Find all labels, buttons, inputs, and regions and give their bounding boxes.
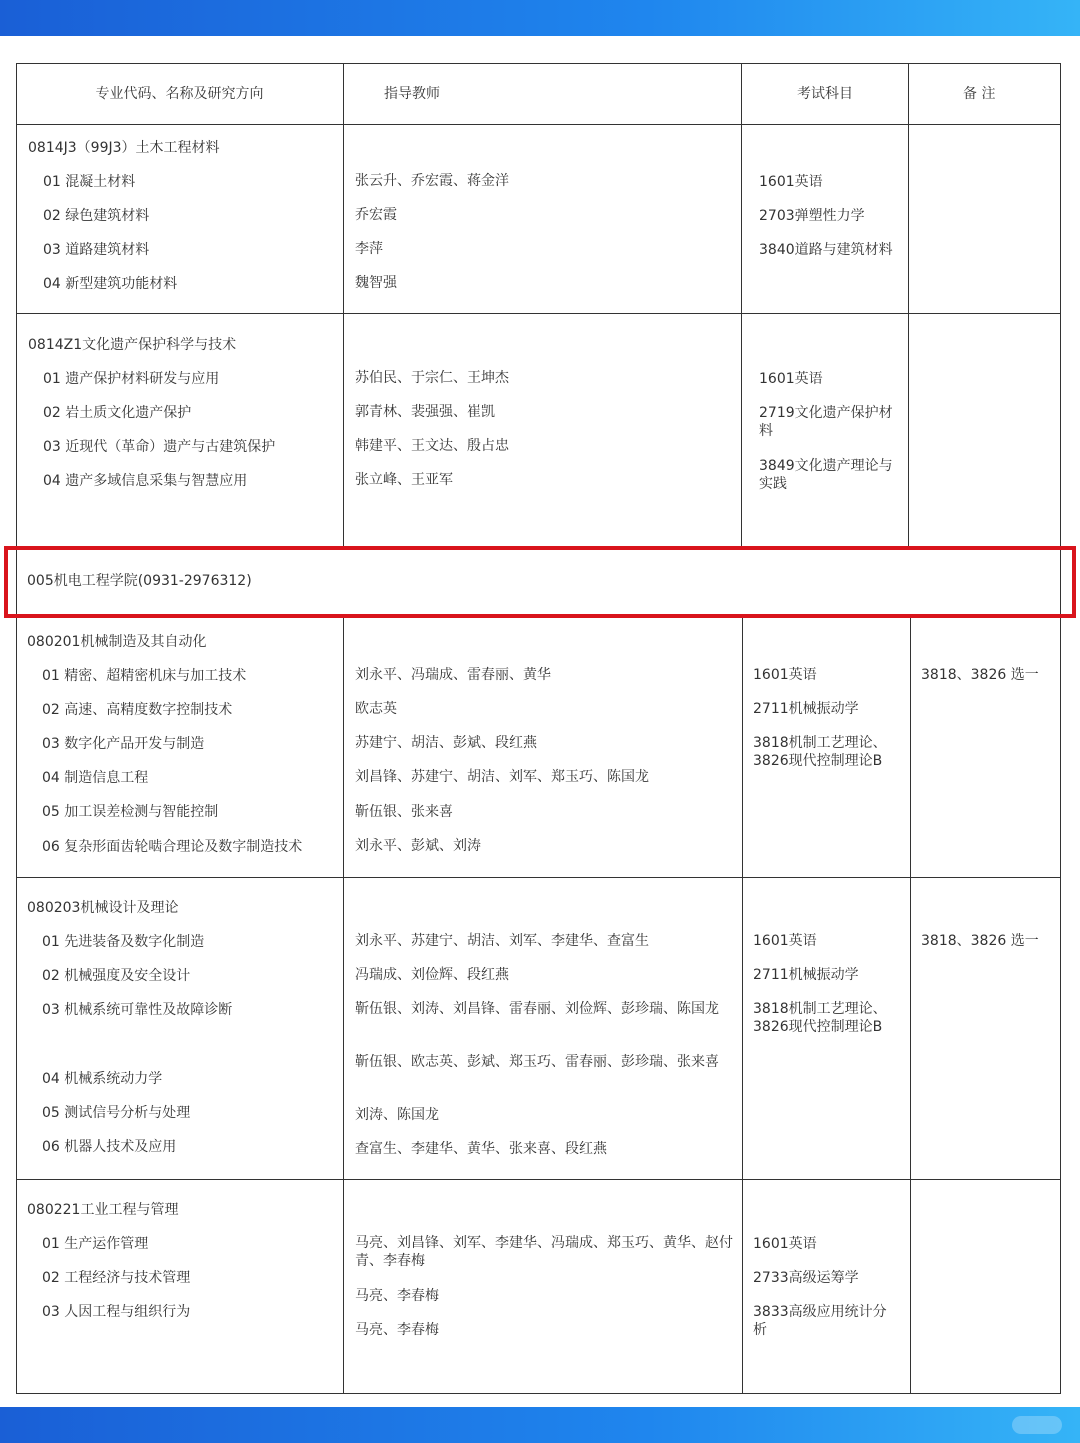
teacher-item: 靳伍银、刘涛、刘昌锋、雷春丽、刘俭辉、彭珍瑞、陈国龙 xyxy=(355,1001,719,1017)
section-title: 080201机械制造及其自动化 xyxy=(27,634,207,650)
top-banner xyxy=(0,0,1080,36)
teacher-item: 刘永平、冯瑞成、雷春丽、黄华 xyxy=(355,667,551,683)
direction-item: 04 制造信息工程 xyxy=(42,770,149,786)
exam-item: 2711机械振动学 xyxy=(753,967,859,983)
direction-item: 04 机械系统动力学 xyxy=(42,1071,163,1087)
table-border-top xyxy=(16,63,1061,64)
direction-item: 01 先进装备及数字化制造 xyxy=(42,934,205,950)
direction-item: 02 岩土质文化遗产保护 xyxy=(43,405,192,421)
exam-item: 1601英语 xyxy=(753,933,817,949)
direction-item: 02 机械强度及安全设计 xyxy=(42,968,191,984)
col-divider-3a xyxy=(908,63,909,547)
header-exam: 考试科目 xyxy=(797,86,853,102)
header-advisor: 指导教师 xyxy=(384,86,440,102)
highlight-box xyxy=(4,546,1076,618)
col-divider-1b xyxy=(343,617,344,1394)
teacher-item: 马亮、刘昌锋、刘军、李建华、冯瑞成、郑玉巧、黄华、赵付青、李春梅 xyxy=(355,1235,733,1269)
header-note: 备 注 xyxy=(963,86,996,102)
teacher-item: 刘昌锋、苏建宁、胡洁、刘军、郑玉巧、陈国龙 xyxy=(355,769,649,785)
teacher-item: 韩建平、王文达、殷占忠 xyxy=(355,438,509,454)
section-title: 0814Z1文化遗产保护科学与技术 xyxy=(28,337,237,353)
teacher-item: 靳伍银、张来喜 xyxy=(355,804,453,820)
direction-item: 05 测试信号分析与处理 xyxy=(42,1105,191,1121)
teacher-item: 欧志英 xyxy=(355,701,397,717)
teacher-item: 马亮、李春梅 xyxy=(355,1322,439,1338)
direction-item: 06 复杂形面齿轮啮合理论及数字制造技术 xyxy=(42,839,303,855)
direction-item: 02 绿色建筑材料 xyxy=(43,208,150,224)
program-table xyxy=(16,63,1061,1394)
section-title: 080203机械设计及理论 xyxy=(27,900,179,916)
exam-item: 3840道路与建筑材料 xyxy=(759,242,893,258)
direction-item: 06 机器人技术及应用 xyxy=(42,1139,177,1155)
section-title: 0814J3（99J3）土木工程材料 xyxy=(28,140,220,156)
direction-item: 01 精密、超精密机床与加工技术 xyxy=(42,668,247,684)
teacher-item: 马亮、李春梅 xyxy=(355,1288,439,1304)
teacher-item: 刘永平、苏建宁、胡洁、刘军、李建华、查富生 xyxy=(355,933,649,949)
teacher-item: 郭青林、裴强强、崔凯 xyxy=(355,404,495,420)
exam-item: 1601英语 xyxy=(753,667,817,683)
direction-item: 03 人因工程与组织行为 xyxy=(42,1304,191,1320)
direction-item: 02 高速、高精度数字控制技术 xyxy=(42,702,233,718)
note-item: 3818、3826 选一 xyxy=(921,667,1039,683)
teacher-item: 查富生、李建华、黄华、张来喜、段红燕 xyxy=(355,1141,607,1157)
teacher-item: 张立峰、王亚军 xyxy=(355,472,453,488)
teacher-item: 刘永平、彭斌、刘涛 xyxy=(355,838,481,854)
direction-item: 03 道路建筑材料 xyxy=(43,242,150,258)
college-title: 005机电工程学院(0931-2976312) xyxy=(27,573,252,589)
col-divider-2b xyxy=(742,617,743,1394)
header-program: 专业代码、名称及研究方向 xyxy=(95,86,264,102)
exam-item: 3833高级应用统计分析 xyxy=(753,1304,887,1338)
watermark-badge xyxy=(1012,1416,1062,1434)
direction-item: 05 加工误差检测与智能控制 xyxy=(42,804,219,820)
exam-item: 3818机制工艺理论、3826现代控制理论B xyxy=(753,1001,887,1035)
teacher-item: 乔宏霞 xyxy=(355,207,397,223)
teacher-item: 刘涛、陈国龙 xyxy=(355,1107,439,1123)
exam-item: 1601英语 xyxy=(753,1236,817,1252)
teacher-item: 李萍 xyxy=(355,241,383,257)
direction-item: 04 遗产多域信息采集与智慧应用 xyxy=(43,473,248,489)
exam-item: 3818机制工艺理论、3826现代控制理论B xyxy=(753,735,887,769)
exam-item: 1601英语 xyxy=(759,174,823,190)
direction-item: 03 近现代（革命）遗产与古建筑保护 xyxy=(43,439,276,455)
teacher-item: 苏伯民、于宗仁、王坤杰 xyxy=(355,370,509,386)
teacher-item: 靳伍银、欧志英、彭斌、郑玉巧、雷春丽、彭珍瑞、张来喜 xyxy=(355,1054,719,1070)
table-border-left xyxy=(16,63,17,1394)
direction-item: 03 数字化产品开发与制造 xyxy=(42,736,205,752)
direction-item: 03 机械系统可靠性及故障诊断 xyxy=(42,1002,233,1018)
section-title: 080221工业工程与管理 xyxy=(27,1202,179,1218)
teacher-item: 魏智强 xyxy=(355,275,397,291)
exam-item: 2711机械振动学 xyxy=(753,701,859,717)
col-divider-1a xyxy=(343,63,344,547)
row-line-header xyxy=(16,124,1061,125)
note-item: 3818、3826 选一 xyxy=(921,933,1039,949)
col-divider-2a xyxy=(741,63,742,547)
direction-item: 01 混凝土材料 xyxy=(43,174,136,190)
direction-item: 01 生产运作管理 xyxy=(42,1236,149,1252)
teacher-item: 苏建宁、胡洁、彭斌、段红燕 xyxy=(355,735,537,751)
table-border-right xyxy=(1060,63,1061,1394)
row-line-4 xyxy=(16,877,1061,878)
row-line-1 xyxy=(16,313,1061,314)
exam-item: 2719文化遗产保护材料 xyxy=(759,405,893,439)
teacher-item: 冯瑞成、刘俭辉、段红燕 xyxy=(355,967,509,983)
direction-item: 02 工程经济与技术管理 xyxy=(42,1270,191,1286)
direction-item: 01 遗产保护材料研发与应用 xyxy=(43,371,220,387)
exam-item: 1601英语 xyxy=(759,371,823,387)
table-border-bottom xyxy=(16,1393,1061,1394)
row-line-5 xyxy=(16,1179,1061,1180)
bottom-banner xyxy=(0,1407,1080,1443)
exam-item: 2733高级运筹学 xyxy=(753,1270,859,1286)
col-divider-3b xyxy=(910,617,911,1394)
direction-item: 04 新型建筑功能材料 xyxy=(43,276,178,292)
teacher-item: 张云升、乔宏霞、蒋金洋 xyxy=(355,173,509,189)
exam-item: 2703弹塑性力学 xyxy=(759,208,865,224)
exam-item: 3849文化遗产理论与实践 xyxy=(759,458,893,492)
